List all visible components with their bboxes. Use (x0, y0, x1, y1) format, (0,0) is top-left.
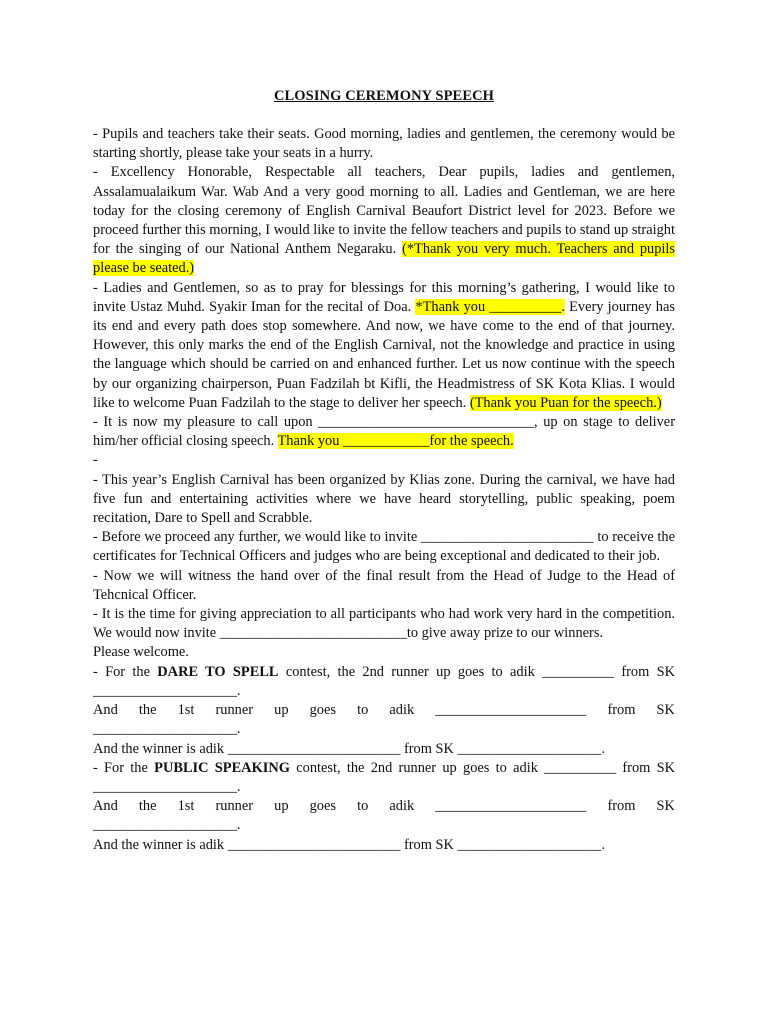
word: 1st (177, 798, 195, 815)
word: from (607, 702, 636, 719)
paragraph-appreciation: - It is the time for giving appreciation to all participants who had work very hard in the competition. We would now invite __________________________to give away prize to our winners. (93, 606, 675, 642)
ps-prefix: - For the (93, 759, 155, 776)
paragraph-certificates: - Before we proceed any further, we would like to invite ________________________ to receive the certificates for Technical Officers and judges who are being exceptional and dedicated to their job. (93, 529, 675, 565)
dare-to-spell-first-runner-up (93, 701, 675, 720)
paragraph-welcome-text: - Excellency Honorable, Respectable all teachers, Dear pupils, ladies and gentlemen, Assalamualaikum War. Wab And a very good morning to all. Ladies and Gentleman, we are here today for the closing ceremony of English Carnival Beaufort District level for 2023. Before we proceed further this morning, I would like to invite the fellow teachers and pupils to stand up straight for the singing of our National Anthem Negaraku. (93, 164, 675, 258)
paragraph-dash: - (93, 452, 98, 469)
word: the (138, 798, 157, 815)
public-speaking-first-runner-up (93, 797, 675, 816)
highlight-anthem-note: (*Thank you very much. Teachers and pupils please be seated.) (93, 241, 676, 277)
paragraph-closing-speech (93, 413, 675, 451)
dare-to-spell-first-runner-up-school: ____________________. (93, 721, 241, 738)
public-speaking-first-runner-up-school: ____________________. (93, 817, 241, 834)
word: 1st (177, 702, 195, 719)
word: goes (309, 798, 336, 815)
word: up (274, 798, 289, 815)
paragraph-closing-speech-text: - It is now my pleasure to call upon ______________________________, up on stage to deliver him/her official closing speech. (93, 414, 675, 450)
word: goes (309, 702, 336, 719)
paragraph-welcome (93, 163, 675, 278)
ps-suffix: contest, the 2nd runner up goes to adik __________ from SK ____________________. (93, 759, 675, 795)
word: And (93, 798, 118, 815)
word: the (138, 702, 157, 719)
word: to (357, 702, 369, 719)
word: to (357, 798, 369, 815)
page-title: CLOSING CEREMONY SPEECH (273, 88, 495, 104)
paragraph-seats: - Pupils and teachers take their seats. Good morning, ladies and gentlemen, the ceremony would be starting shortly, please take your seats in a hurry. (93, 126, 675, 162)
word: SK (656, 798, 675, 815)
paragraph-please-welcome: Please welcome. (93, 644, 189, 661)
highlight-closing-thanks: Thank you ____________for the speech. (277, 433, 514, 450)
public-speaking-winner: And the winner is adik ________________________ from SK ____________________. (93, 836, 606, 853)
blank-line: _____________________ (435, 798, 587, 815)
word: SK (656, 702, 675, 719)
paragraph-carnival: - This year’s English Carnival has been organized by Klias zone. During the carnival, we have had five fun and entertaining activities where we have heard storytelling, public speaking, poem recitation, Dare to Spell and Scrabble. (93, 471, 675, 527)
word: adik (389, 702, 415, 719)
word: runner (215, 702, 254, 719)
blank-line: _____________________ (435, 702, 587, 719)
paragraph-journey-text: Every journey has its end and every path does stop somewhere. And now, we have come to the end of that journey. However, this only marks the end of the English Carnival, not the knowledge and practice in using the language which should be carried on and enhanced further. Let us now continue with the speech by our organizing chairperson, Puan Fadzilah bt Kifli, the Headmistress of SK Kota Klias. I would like to welcome Puan Fadzilah to the stage to deliver her speech. (93, 298, 675, 411)
dare-to-spell-winner: And the winner is adik ________________________ from SK ____________________. (93, 740, 606, 757)
dare-to-spell-label: DARE TO SPELL (157, 663, 279, 680)
dts-suffix: contest, the 2nd runner up goes to adik __________ from SK ____________________. (93, 663, 675, 699)
highlight-speech-thanks: (Thank you Puan for the speech.) (469, 394, 662, 411)
paragraph-results: - Now we will witness the hand over of the final result from the Head of Judge to the Head of Tehcnical Officer. (93, 567, 675, 603)
paragraph-doa-text: - Ladies and Gentlemen, so as to pray for blessings for this morning’s gathering, I would like to invite Ustaz Muhd. Syakir Iman for the recital of Doa. (93, 279, 675, 315)
word: runner (215, 798, 254, 815)
speech-body (93, 125, 675, 855)
dare-to-spell-second-runner-up (93, 663, 675, 701)
word: up (274, 702, 289, 719)
word: from (607, 798, 636, 815)
dts-prefix: - For the (93, 663, 158, 680)
paragraph-doa (93, 279, 675, 413)
public-speaking-label: PUBLIC SPEAKING (154, 759, 290, 776)
word: And (93, 702, 118, 719)
word: adik (389, 798, 415, 815)
highlight-doa-thanks: *Thank you __________. (415, 298, 565, 315)
public-speaking-second-runner-up (93, 759, 675, 797)
